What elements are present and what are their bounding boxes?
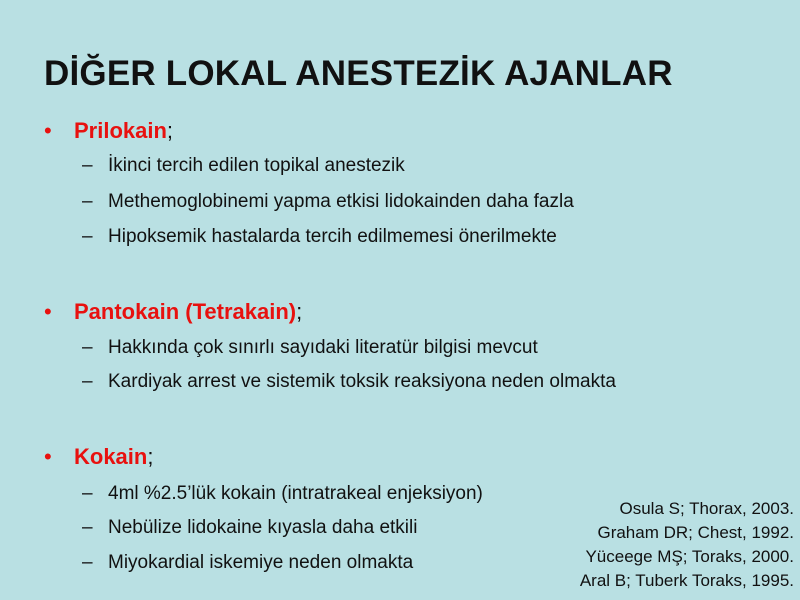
section-name: Kokain — [74, 444, 148, 469]
dash-marker: – — [82, 371, 93, 392]
bullet-dot: • — [44, 444, 52, 469]
dash-marker: – — [82, 552, 93, 573]
reference-item: Osula S; Thorax, 2003. — [619, 499, 794, 518]
section-suffix: ; — [296, 299, 303, 324]
slide-title: DİĞER LOKAL ANESTEZİK AJANLAR — [44, 54, 673, 93]
list-item-text: Hakkında çok sınırlı sayıdaki literatür bilgisi mevcut — [108, 337, 538, 358]
reference-item: Yüceege MŞ; Toraks, 2000. — [585, 547, 794, 566]
dash-marker: – — [82, 191, 93, 212]
bullet-dot: • — [44, 299, 52, 324]
section-name: Pantokain (Tetrakain) — [74, 299, 297, 324]
list-item-text: İkinci tercih edilen topikal anestezik — [108, 155, 405, 176]
dash-marker: – — [82, 155, 93, 176]
list-item-text: Kardiyak arrest ve sistemik toksik reaksiyona neden olmakta — [108, 371, 616, 392]
dash-marker: – — [82, 483, 93, 504]
list-item-text: Miyokardial iskemiye neden olmakta — [108, 552, 414, 573]
list-item-text: Hipoksemik hastalarda tercih edilmemesi önerilmekte — [108, 226, 557, 247]
reference-item: Graham DR; Chest, 1992. — [597, 523, 794, 542]
references — [580, 497, 794, 593]
list-item-text: Methemoglobinemi yapma etkisi lidokainden daha fazla — [108, 191, 574, 212]
dash-marker: – — [82, 226, 93, 247]
section-name: Prilokain — [74, 118, 167, 143]
dash-marker: – — [82, 517, 93, 538]
dash-marker: – — [82, 337, 93, 358]
section-suffix: ; — [147, 444, 154, 469]
reference-item: Aral B; Tuberk Toraks, 1995. — [579, 571, 794, 590]
bullet-dot: • — [44, 118, 52, 143]
list-item-text: Nebülize lidokaine kıyasla daha etkili — [108, 517, 418, 538]
section-suffix: ; — [166, 118, 174, 143]
list-item-text: 4ml %2.5’lük kokain (intratrakeal enjeksiyon) — [108, 483, 483, 504]
